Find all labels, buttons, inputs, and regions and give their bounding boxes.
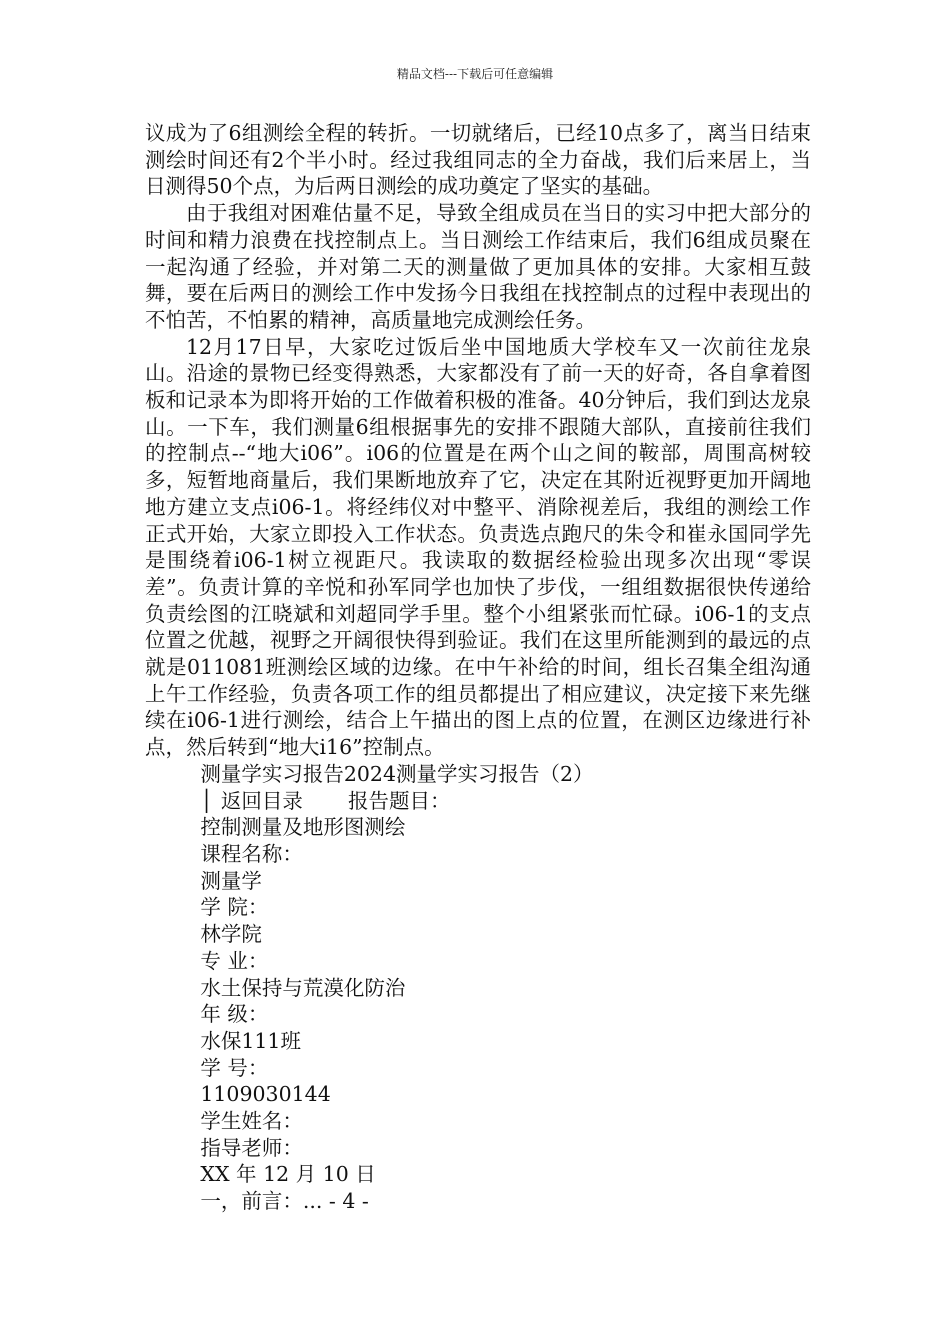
college-value: 林学院: [200, 922, 262, 947]
separator-bar: │: [200, 788, 213, 813]
college-label: 学 院：: [200, 895, 269, 920]
watermark-header: 精品文档---下载后可任意编辑: [396, 67, 554, 81]
advisor-label: 指导老师：: [200, 1135, 303, 1160]
report-title: 测量学实习报告2024测量学实习报告（2）: [200, 761, 594, 786]
student-name-label: 学生姓名：: [200, 1109, 303, 1134]
course-label: 课程名称：: [200, 841, 303, 866]
grade-label: 年 级：: [200, 1002, 269, 1027]
paragraph-3: 12月17日早，大家吃过饭后坐中国地质大学校车又一次前往龙泉山。沿途的景物已经变得熟悉，大家都没有了前一天的好奇，各自拿着图板和记录本为即将开始的工作做着积极的准备。40分钟后，我们到达龙泉山。一下车，我们测量6组根据事先的安排不跟随大部队，直接前往我们的控制点--“地大i06”。i06的位置是在两个山之间的鞍部，周围高树较多，短暂地商量后，我们果断地放弃了它，决定在其附近视野更加开阔地地方建立支点i06-1。将经纬仪对中整平、消除视差后，我组的测绘工作正式开始，大家立即投入工作状态。负责选点跑尺的朱令和崔永国同学先是围绕着i06-1树立视距尺。我读取的数据经检验出现多次出现“零误差”。负责计算的辛悦和孙军同学也加快了步伐，一组组数据很快传递给负责绘图的江晓斌和刘超同学手里。整个小组紧张而忙碌。i06-1的支点位置之优越，视野之开阔很快得到验证。我们在这里所能测到的最远的点就是011081班测绘区域的边缘。在中午补给的时间，组长召集全组沟通上午工作经验，负责各项工作的组员都提出了相应建议，决定接下来先继续在i06-1进行测绘，结合上午描出的图上点的位置，在测区边缘进行补点，然后转到“地大i16”控制点。: [145, 334, 811, 760]
report-date: XX 年 12 月 10 日: [200, 1162, 376, 1187]
topic-label: 报告题目：: [347, 788, 451, 813]
major-label: 专 业：: [200, 948, 269, 973]
grade-value: 水保111班: [200, 1028, 301, 1053]
student-id-value: 1109030144: [200, 1082, 331, 1107]
document-body: [145, 120, 811, 1215]
report-nav-line: [145, 788, 811, 815]
paragraph-1: 议成为了6组测绘全程的转折。一切就绪后，已经10点多了，离当日结束测绘时间还有2个半小时。经过我组同志的全力奋战，我们后来居上，当日测得50个点，为后两日测绘的成功奠定了坚实的基础。: [145, 121, 811, 199]
toc-entry-preface[interactable]: 一，前言：... - 4 -: [200, 1189, 369, 1214]
topic-value: 控制测量及地形图测绘: [200, 815, 406, 840]
paragraph-2: 由于我组对困难估量不足，导致全组成员在当日的实习中把大部分的时间和精力浪费在找控制点上。当日测绘工作结束后，我们6组成员聚在一起沟通了经验，并对第二天的测量做了更加具体的安排。大家相互鼓舞，要在后两日的测绘工作中发扬今日我组在找控制点的过程中表现出的不怕苦，不怕累的精神，高质量地完成测绘任务。: [145, 201, 811, 332]
student-id-label: 学 号：: [200, 1055, 269, 1080]
back-to-contents-link[interactable]: 返回目录: [220, 788, 303, 813]
major-value: 水土保持与荒漠化防治: [200, 975, 406, 1000]
course-value: 测量学: [200, 868, 262, 893]
